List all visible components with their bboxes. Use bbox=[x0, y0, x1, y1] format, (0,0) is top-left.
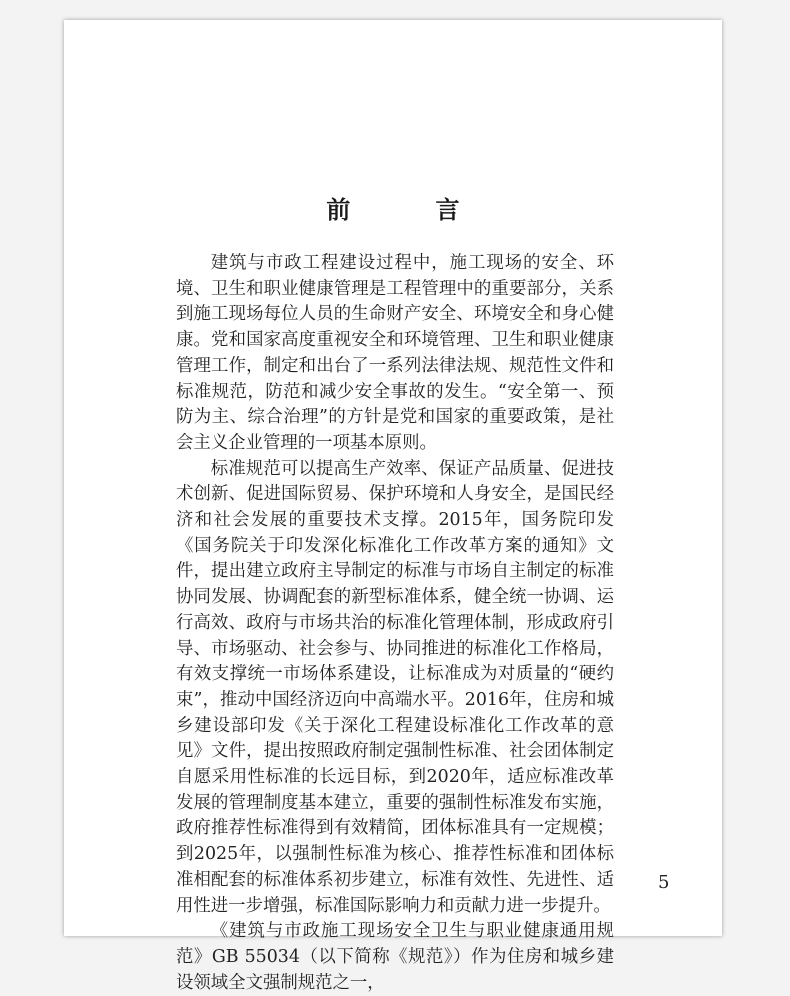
page-title: 前 言 bbox=[326, 195, 498, 224]
paragraph-3: 《建筑与市政施工现场安全卫生与职业健康通用规范》GB 55034（以下简称《规范》）作为住房和城乡建设领域全文强制规范之一， bbox=[176, 921, 614, 993]
page-number: 5 bbox=[658, 872, 670, 893]
document-page bbox=[64, 20, 722, 993]
body-text bbox=[176, 251, 614, 996]
paragraph-2: 标准规范可以提高生产效率、保证产品质量、促进技术创新、促进国际贸易、保护环境和人身安全，是国民经济和社会发展的重要技术支撑。2015年，国务院印发《国务院关于印发深化标准化工作改革方案的通知》文件，提出建立政府主导制定的标准与市场自主制定的标准协同发展、协调配套的新型标准体系，健全统一协调、运行高效、政府与市场共治的标准化管理体制，形成政府引导、市场驱动、社会参与、协同推进的标准化工作格局，有效支撑统一市场体系建设，让标准成为对质量的“硬约束”，推动中国经济迈向中高端水平。2016年，住房和城乡建设部印发《关于深化工程建设标准化工作改革的意见》文件，提出按照政府制定强制性标准、社会团体制定自愿采用性标准的长远目标，到2020年，适应标准改革发展的管理制度基本建立，重要的强制性标准发布实施，政府推荐性标准得到有效精简，团体标准具有一定规模；到2025年，以强制性标准为核心、推荐性标准和团体标准相配套的标准体系初步建立，标准有效性、先进性、适用性进一步增强，标准国际影响力和贡献力进一步提升。 bbox=[176, 458, 614, 916]
paragraph-1: 建筑与市政工程建设过程中，施工现场的安全、环境、卫生和职业健康管理是工程管理中的重要部分，关系到施工现场每位人员的生命财产安全、环境安全和身心健康。党和国家高度重视安全和环境管理、卫生和职业健康管理工作，制定和出台了一系列法律法规、规范性文件和标准规范，防范和减少安全事故的发生。“安全第一、预防为主、综合治理”的方针是党和国家的重要政策，是社会主义企业管理的一项基本原则。 bbox=[176, 253, 614, 453]
